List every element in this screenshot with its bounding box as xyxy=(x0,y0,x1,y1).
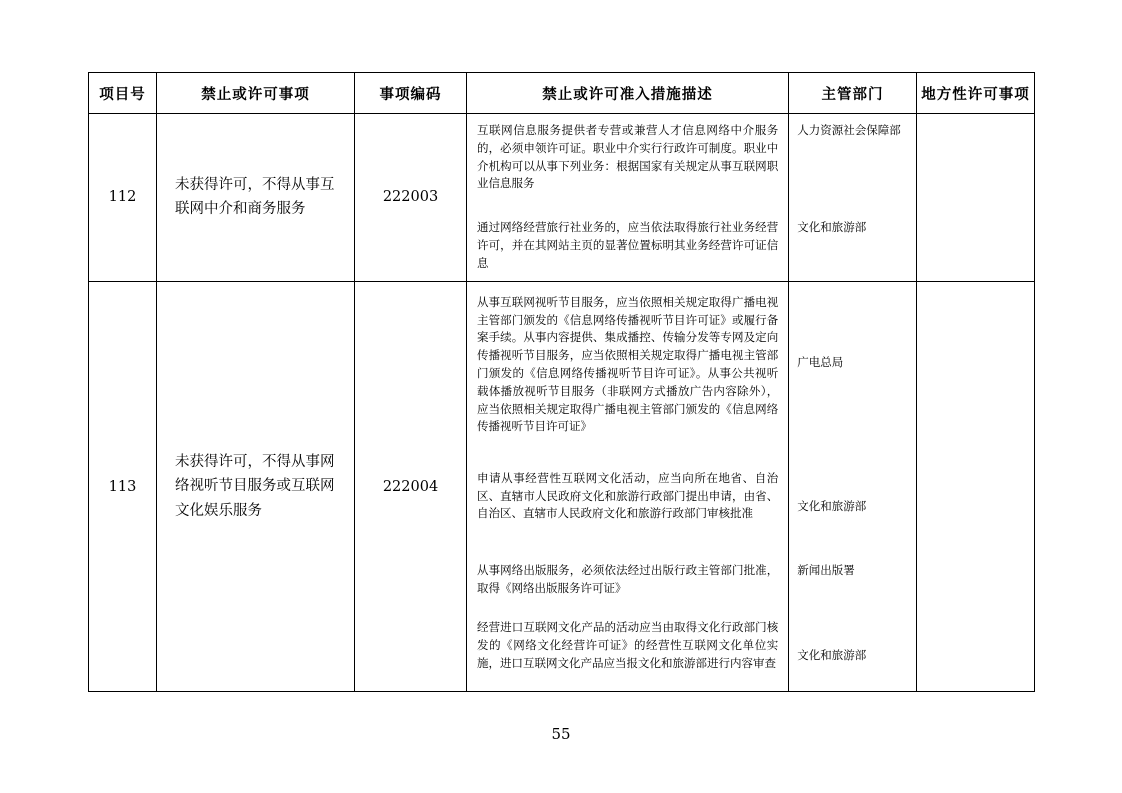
measure-description: 互联网信息服务提供者专营或兼营人才信息网络中介服务的，必须申领许可证。职业中介实行行政许可制度。职业中介机构可以从事下列业务：根据国家有关规定从事互联网职业信息服务 xyxy=(477,123,779,191)
measure-entry xyxy=(467,548,916,606)
row-local xyxy=(917,281,1035,692)
measure-department: 新闻出版署 xyxy=(788,548,916,606)
measure-entry xyxy=(467,201,916,280)
header-cell-item: 禁止或许可事项 xyxy=(157,73,355,114)
permission-items-table xyxy=(88,72,1035,692)
row-measures xyxy=(467,114,917,282)
table-header-row xyxy=(89,73,1035,114)
measure-description: 从事互联网视听节目服务，应当依照相关规定取得广播电视主管部门颁发的《信息网络传播视听节目许可证》或履行备案手续。从事内容提供、集成播控、传输分发等专网及定向传播视听节目服务，应当依照相关规定取得广播电视主管部门颁发的《信息网络传播视听节目许可证》。从事公共视听载体播放视听节目服务（非联网方式播放广告内容除外），应当依照相关规定取得广播电视主管部门颁发的《信息网络传播视听节目许可证》 xyxy=(477,294,779,434)
measure-department: 人力资源社会保障部 xyxy=(788,114,916,201)
measure-entry xyxy=(467,114,916,201)
measure-entry xyxy=(467,282,916,452)
table-row xyxy=(89,114,1035,282)
header-cell-department: 主管部门 xyxy=(789,73,917,114)
measure-entry xyxy=(467,605,916,691)
row-local xyxy=(917,114,1035,282)
row-measures xyxy=(467,281,917,692)
measure-description: 经营进口互联网文化产品的活动应当由取得文化行政部门核发的《网络文化经营许可证》的经营性互联网文化单位实施，进口互联网文化产品应当报文化和旅游部进行内容审查 xyxy=(477,620,779,670)
measure-description: 从事网络出版服务，必须依法经过出版行政主管部门批准，取得《网络出版服务许可证》 xyxy=(477,562,779,595)
measure-department: 广电总局 xyxy=(788,282,916,452)
row-item: 未获得许可，不得从事网络视听节目服务或互联网文化娱乐服务 xyxy=(157,281,355,692)
header-cell-number: 项目号 xyxy=(89,73,157,114)
row-code: 222003 xyxy=(355,114,467,282)
row-number: 113 xyxy=(89,281,157,692)
header-cell-description: 禁止或许可准入措施描述 xyxy=(467,73,789,114)
measure-department: 文化和旅游部 xyxy=(788,605,916,691)
measure-department: 文化和旅游部 xyxy=(788,452,916,548)
header-cell-code: 事项编码 xyxy=(355,73,467,114)
row-number: 112 xyxy=(89,114,157,282)
measure-department: 文化和旅游部 xyxy=(788,201,916,280)
header-cell-local: 地方性许可事项 xyxy=(917,73,1035,114)
measure-description: 通过网络经营旅行社业务的，应当依法取得旅行社业务经营许可，并在其网站主页的显著位置标明其业务经营许可证信息 xyxy=(477,220,779,270)
row-item: 未获得许可，不得从事互联网中介和商务服务 xyxy=(157,114,355,282)
row-code: 222004 xyxy=(355,281,467,692)
measure-description: 申请从事经营性互联网文化活动，应当向所在地省、自治区、直辖市人民政府文化和旅游行政部门提出申请，由省、自治区、直辖市人民政府文化和旅游行政部门审核批准 xyxy=(477,470,779,521)
page-number: 55 xyxy=(551,725,571,743)
measure-entry xyxy=(467,452,916,548)
table-row xyxy=(89,281,1035,692)
